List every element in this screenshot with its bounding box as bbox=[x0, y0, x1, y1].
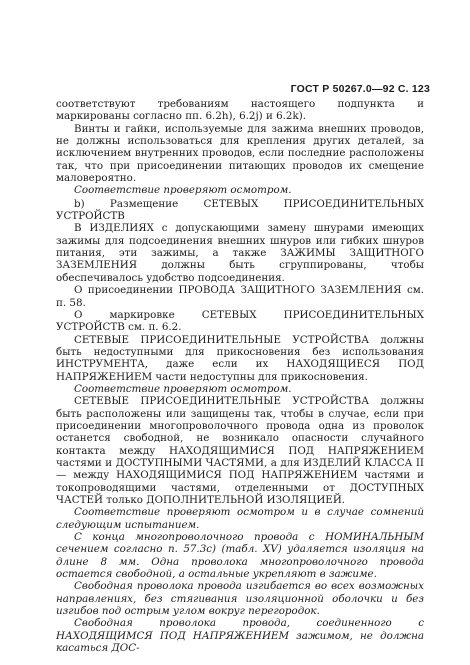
paragraph: соответствуют требованиям настоящего подпункта и маркированы согласно пп. 6.2h), 6.2j) и 6.2k). bbox=[56, 98, 424, 123]
paragraph: СЕТЕВЫЕ ПРИСОЕДИНИТЕЛЬНЫЕ УСТРОЙСТВА должны быть недоступными для прикосновения без использования ИНСТРУМЕНТА, даже если их НАХОДЯЩИЕСЯ ПОД НАПРЯЖЕНИЕМ части недоступны для прикосновения. bbox=[56, 333, 424, 383]
compliance-note: Соответствие проверяют осмотром и в случае сомнений следующим испытанием. bbox=[56, 506, 424, 531]
test-procedure: С конца многопроволочного провода с НОМИНАЛЬНЫМ сечением согласно п. 57.3с) (табл. XV) удаляется изоляция на длине 8 мм. Одна проволока многопроволочного провода остается свободной, а остальные укрепляют в зажиме. bbox=[56, 531, 424, 581]
clause-heading: b) Размещение СЕТЕВЫХ ПРИСОЕДИНИТЕЛЬНЫХ УСТРОЙСТВ bbox=[56, 197, 424, 223]
paragraph: СЕТЕВЫЕ ПРИСОЕДИНИТЕЛЬНЫЕ УСТРОЙСТВА должны быть расположены или защищены так, чтобы в случае, если при присоединении многопроволочного провода одна из проволок останется свободной, не возникало опасности случайного контакта между НАХОДЯЩИМИСЯ ПОД НАПРЯЖЕНИЕМ частями и ДОСТУПНЫМИ ЧАСТЯМИ, а для ИЗДЕЛИЙ КЛАССА II — между НАХОДЯЩИМИСЯ ПОД НАПРЯЖЕНИЕМ частями и токопроводящими частями, отделенными от ДОСТУПНЫХ ЧАСТЕЙ только ДОПОЛНИТЕЛЬНОЙ ИЗОЛЯЦИЕЙ. bbox=[56, 395, 424, 506]
paragraph: В ИЗДЕЛИЯХ с допускающими замену шнурами имеющих зажимы для подсоединения внешних шнуров или гибких шнуров питания, эти зажимы, а также ЗАЖИМЫ ЗАЩИТНОГО ЗАЗЕМЛЕНИЯ должны быть сгруппированы, чтобы обеспечивалось удобство подсоединения. bbox=[56, 222, 424, 284]
compliance-note: Соответствие проверяют осмотром. bbox=[74, 184, 292, 197]
test-procedure: Свободная проволока провода изгибается во всех возможных направлениях, без стягивания изоляционной оболочки и без изгибов под острым углом вокруг перегородок. bbox=[56, 580, 424, 618]
paragraph: Винты и гайки, используемые для зажима внешних проводов, не должны использоваться для крепления других деталей, за исключением внутренних проводов, если последние расположены так, что при присоединении питающих проводов их смещение маловероятно. bbox=[56, 122, 424, 185]
compliance-note: Соответствие проверяют осмотром. bbox=[74, 382, 292, 395]
page-header: ГОСТ Р 50267.0—92 С. 123 bbox=[290, 83, 430, 95]
paragraph: О присоединении ПРОВОДА ЗАЩИТНОГО ЗАЗЕМЛЕНИЯ см. п. 58. bbox=[56, 284, 424, 309]
test-procedure: Свободная проволока провода, соединенного с НАХОДЯЩИМСЯ ПОД НАПРЯЖЕНИЕМ зажимом, не должна касаться ДОС- bbox=[56, 617, 424, 655]
paragraph: О маркировке СЕТЕВЫХ ПРИСОЕДИНИТЕЛЬНЫХ УСТРОЙСТВ см. п. 6.2. bbox=[56, 308, 424, 334]
body-text bbox=[56, 98, 424, 654]
